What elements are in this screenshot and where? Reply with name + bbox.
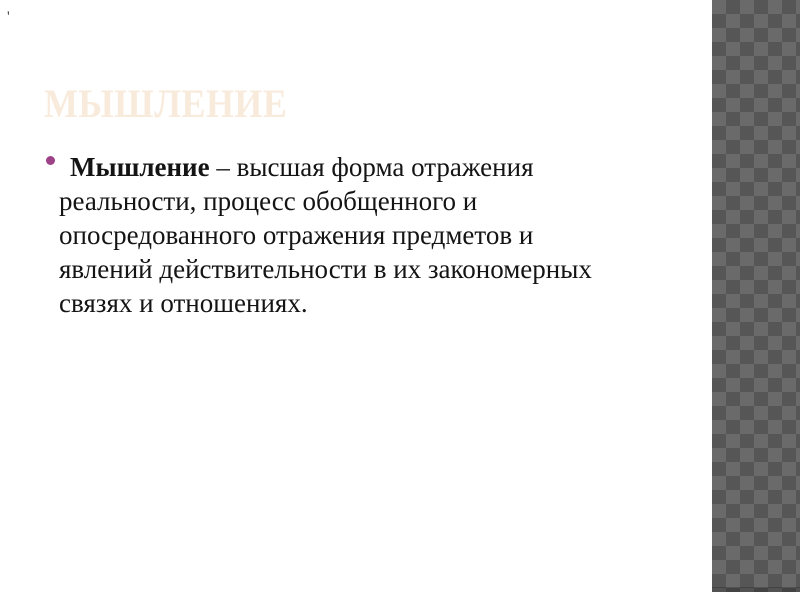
- bullet-bold-term: Мышление: [70, 152, 210, 182]
- bullet-line-3: опосредованного отражения предметов и: [59, 220, 534, 250]
- slide-title: МЫШЛЕНИЕ: [44, 81, 288, 126]
- bullet-marker: [46, 156, 55, 165]
- bullet-line-1: [59, 150, 665, 184]
- bullet-line-1-rest: – высшая форма отражения: [209, 152, 534, 182]
- bullet-line-4: явлений действительности в их закономерных: [59, 254, 592, 284]
- bullet-paragraph: [59, 150, 665, 320]
- diamond-pattern-sidebar: [712, 0, 800, 592]
- stray-apostrophe-mark: ': [7, 9, 10, 25]
- bullet-line-2: реальности, процесс обобщенного и: [59, 186, 478, 216]
- bullet-line-5: связях и отношениях.: [59, 288, 308, 318]
